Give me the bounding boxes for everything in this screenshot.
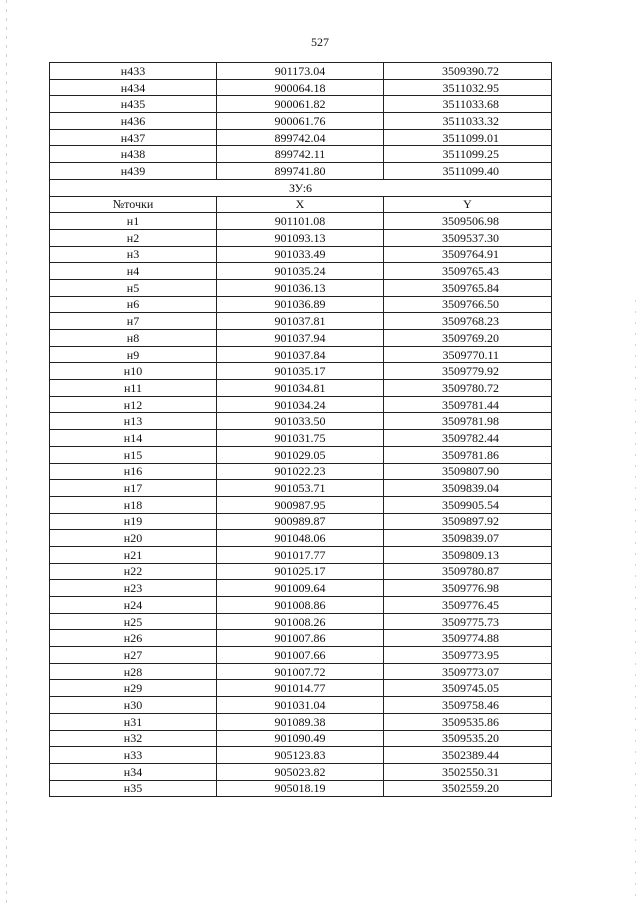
- y-cell: 3509390.72: [384, 63, 552, 80]
- y-cell: 3509770.11: [384, 346, 552, 363]
- header-row: [50, 196, 552, 213]
- point-cell: н14: [50, 430, 217, 447]
- point-cell: н12: [50, 396, 217, 413]
- x-cell: 900989.87: [217, 513, 384, 530]
- y-cell: 3509773.07: [384, 663, 552, 680]
- table-row: [50, 413, 552, 430]
- point-cell: н31: [50, 713, 217, 730]
- x-cell: 899742.11: [217, 146, 384, 163]
- header-x: X: [217, 196, 384, 213]
- point-cell: н434: [50, 79, 217, 96]
- x-cell: 901022.23: [217, 463, 384, 480]
- table-row: [50, 263, 552, 280]
- point-cell: н29: [50, 680, 217, 697]
- top-rows-group: [50, 63, 552, 180]
- point-cell: н17: [50, 480, 217, 497]
- y-cell: 3502550.31: [384, 763, 552, 780]
- table-row: [50, 747, 552, 764]
- point-cell: н10: [50, 363, 217, 380]
- table-row: [50, 113, 552, 130]
- x-cell: 901017.77: [217, 546, 384, 563]
- table-row: [50, 697, 552, 714]
- x-cell: 901014.77: [217, 680, 384, 697]
- table-row: [50, 279, 552, 296]
- point-cell: н6: [50, 296, 217, 313]
- y-cell: 3509535.20: [384, 730, 552, 747]
- y-cell: 3509779.92: [384, 363, 552, 380]
- y-cell: 3511099.25: [384, 146, 552, 163]
- x-cell: 901036.13: [217, 279, 384, 296]
- y-cell: 3509765.84: [384, 279, 552, 296]
- table-row: [50, 496, 552, 513]
- x-cell: 899742.04: [217, 129, 384, 146]
- table-row: [50, 380, 552, 397]
- point-cell: н433: [50, 63, 217, 80]
- section-row: [50, 179, 552, 196]
- table-row: [50, 463, 552, 480]
- point-cell: н24: [50, 597, 217, 614]
- table-row: [50, 330, 552, 347]
- table-row: [50, 430, 552, 447]
- x-cell: 901035.24: [217, 263, 384, 280]
- y-cell: 3509839.04: [384, 480, 552, 497]
- y-cell: 3509776.98: [384, 580, 552, 597]
- x-cell: 901173.04: [217, 63, 384, 80]
- y-cell: 3509776.45: [384, 597, 552, 614]
- y-cell: 3511099.01: [384, 129, 552, 146]
- y-cell: 3509537.30: [384, 229, 552, 246]
- y-cell: 3509782.44: [384, 430, 552, 447]
- y-cell: 3509774.88: [384, 630, 552, 647]
- x-cell: 901007.66: [217, 647, 384, 664]
- point-cell: н436: [50, 113, 217, 130]
- y-cell: 3509905.54: [384, 496, 552, 513]
- table-row: [50, 680, 552, 697]
- y-cell: 3509758.46: [384, 697, 552, 714]
- header-y: Y: [384, 196, 552, 213]
- x-cell: 900061.76: [217, 113, 384, 130]
- table-row: [50, 513, 552, 530]
- point-cell: н7: [50, 313, 217, 330]
- y-cell: 3509535.86: [384, 713, 552, 730]
- x-cell: 901037.84: [217, 346, 384, 363]
- point-cell: н16: [50, 463, 217, 480]
- x-cell: 901034.81: [217, 380, 384, 397]
- point-cell: н26: [50, 630, 217, 647]
- page-number: 527: [311, 35, 329, 49]
- x-cell: 901029.05: [217, 446, 384, 463]
- point-cell: н20: [50, 530, 217, 547]
- x-cell: 901089.38: [217, 713, 384, 730]
- point-cell: н4: [50, 263, 217, 280]
- point-cell: н438: [50, 146, 217, 163]
- table-row: [50, 613, 552, 630]
- x-cell: 905018.19: [217, 780, 384, 797]
- table-row: [50, 546, 552, 563]
- table-row: [50, 563, 552, 580]
- x-cell: 905123.83: [217, 747, 384, 764]
- table-row: [50, 163, 552, 180]
- x-cell: 901031.04: [217, 697, 384, 714]
- point-cell: н28: [50, 663, 217, 680]
- table-row: [50, 129, 552, 146]
- table-row: [50, 597, 552, 614]
- x-cell: 901101.08: [217, 213, 384, 230]
- y-cell: 3509768.23: [384, 313, 552, 330]
- point-cell: н25: [50, 613, 217, 630]
- table-row: [50, 246, 552, 263]
- section-label: ЗУ:6: [50, 179, 552, 196]
- x-cell: 901007.72: [217, 663, 384, 680]
- table-row: [50, 63, 552, 80]
- table-row: [50, 396, 552, 413]
- x-cell: 901053.71: [217, 480, 384, 497]
- x-cell: 901025.17: [217, 563, 384, 580]
- rows-group: [50, 213, 552, 797]
- point-cell: н34: [50, 763, 217, 780]
- table-row: [50, 79, 552, 96]
- x-cell: 901093.13: [217, 229, 384, 246]
- table-row: [50, 213, 552, 230]
- x-cell: 901036.89: [217, 296, 384, 313]
- x-cell: 901035.17: [217, 363, 384, 380]
- x-cell: 901037.81: [217, 313, 384, 330]
- section-group: [50, 179, 552, 212]
- y-cell: 3509897.92: [384, 513, 552, 530]
- table-row: [50, 580, 552, 597]
- coordinates-table: [49, 62, 552, 797]
- point-cell: н437: [50, 129, 217, 146]
- point-cell: н439: [50, 163, 217, 180]
- point-cell: н30: [50, 697, 217, 714]
- point-cell: н21: [50, 546, 217, 563]
- x-cell: 901034.24: [217, 396, 384, 413]
- x-cell: 901037.94: [217, 330, 384, 347]
- y-cell: 3509766.50: [384, 296, 552, 313]
- x-cell: 901033.49: [217, 246, 384, 263]
- y-cell: 3502389.44: [384, 747, 552, 764]
- x-cell: 901090.49: [217, 730, 384, 747]
- table-row: [50, 630, 552, 647]
- table-row: [50, 296, 552, 313]
- y-cell: 3509506.98: [384, 213, 552, 230]
- y-cell: 3509807.90: [384, 463, 552, 480]
- point-cell: н19: [50, 513, 217, 530]
- point-cell: н27: [50, 647, 217, 664]
- table-row: [50, 713, 552, 730]
- point-cell: н11: [50, 380, 217, 397]
- header-point: №точки: [50, 196, 217, 213]
- y-cell: 3509745.05: [384, 680, 552, 697]
- table-row: [50, 346, 552, 363]
- y-cell: 3509773.95: [384, 647, 552, 664]
- y-cell: 3509769.20: [384, 330, 552, 347]
- point-cell: н13: [50, 413, 217, 430]
- point-cell: н2: [50, 229, 217, 246]
- x-cell: 901048.06: [217, 530, 384, 547]
- y-cell: 3509764.91: [384, 246, 552, 263]
- x-cell: 901033.50: [217, 413, 384, 430]
- table-row: [50, 530, 552, 547]
- point-cell: н5: [50, 279, 217, 296]
- y-cell: 3509775.73: [384, 613, 552, 630]
- x-cell: 901009.64: [217, 580, 384, 597]
- table-row: [50, 146, 552, 163]
- point-cell: н435: [50, 96, 217, 113]
- point-cell: н15: [50, 446, 217, 463]
- y-cell: 3509839.07: [384, 530, 552, 547]
- x-cell: 905023.82: [217, 763, 384, 780]
- x-cell: 901031.75: [217, 430, 384, 447]
- x-cell: 901008.26: [217, 613, 384, 630]
- point-cell: н9: [50, 346, 217, 363]
- y-cell: 3509780.87: [384, 563, 552, 580]
- point-cell: н22: [50, 563, 217, 580]
- x-cell: 900064.18: [217, 79, 384, 96]
- table-row: [50, 229, 552, 246]
- y-cell: 3509781.98: [384, 413, 552, 430]
- point-cell: н3: [50, 246, 217, 263]
- y-cell: 3511032.95: [384, 79, 552, 96]
- table-row: [50, 647, 552, 664]
- table-row: [50, 780, 552, 797]
- point-cell: н8: [50, 330, 217, 347]
- table-row: [50, 480, 552, 497]
- table-row: [50, 446, 552, 463]
- x-cell: 899741.80: [217, 163, 384, 180]
- scan-edge-right: [635, 300, 636, 905]
- x-cell: 901008.86: [217, 597, 384, 614]
- x-cell: 900987.95: [217, 496, 384, 513]
- table-row: [50, 663, 552, 680]
- table-row: [50, 313, 552, 330]
- y-cell: 3502559.20: [384, 780, 552, 797]
- y-cell: 3511033.68: [384, 96, 552, 113]
- y-cell: 3509781.44: [384, 396, 552, 413]
- y-cell: 3509781.86: [384, 446, 552, 463]
- x-cell: 901007.86: [217, 630, 384, 647]
- y-cell: 3511033.32: [384, 113, 552, 130]
- point-cell: н35: [50, 780, 217, 797]
- point-cell: н23: [50, 580, 217, 597]
- y-cell: 3509809.13: [384, 546, 552, 563]
- scan-edge-left: [6, 0, 7, 905]
- point-cell: н18: [50, 496, 217, 513]
- point-cell: н32: [50, 730, 217, 747]
- table-row: [50, 96, 552, 113]
- point-cell: н33: [50, 747, 217, 764]
- table-row: [50, 363, 552, 380]
- y-cell: 3511099.40: [384, 163, 552, 180]
- y-cell: 3509780.72: [384, 380, 552, 397]
- x-cell: 900061.82: [217, 96, 384, 113]
- point-cell: н1: [50, 213, 217, 230]
- y-cell: 3509765.43: [384, 263, 552, 280]
- table-row: [50, 730, 552, 747]
- table-row: [50, 763, 552, 780]
